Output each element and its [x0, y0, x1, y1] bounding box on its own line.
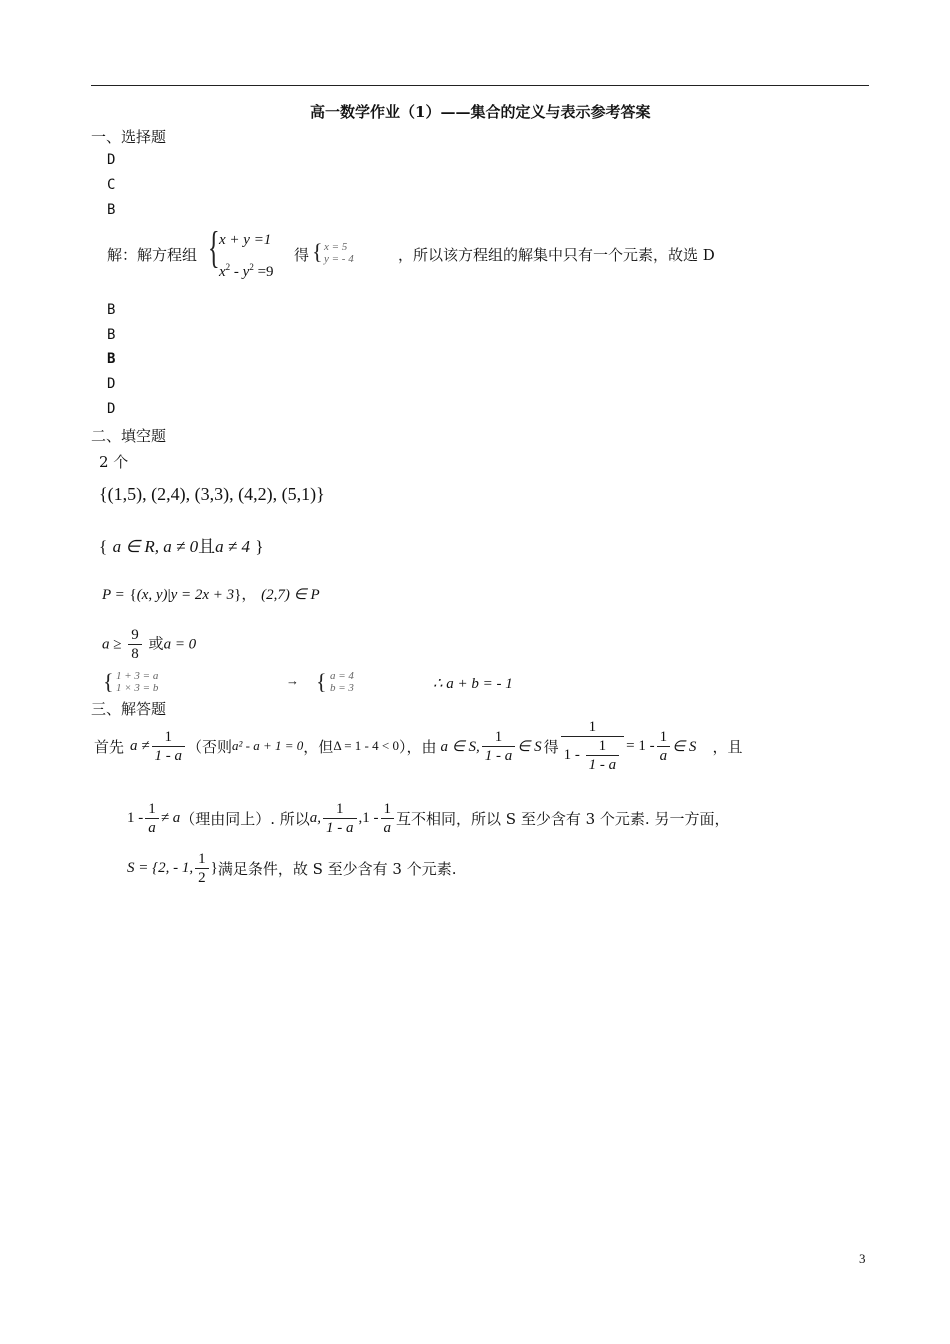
- fraction-1-over-1-minus-a: $\frac{1}{1 - a}$: [152, 728, 186, 765]
- fraction-1-over-1-minus-a-2: $\frac{1}{1 - a}$: [482, 728, 516, 765]
- q4-eq2: $x^2 - y^2 =9$: [219, 262, 274, 280]
- section-solve-heading: 三、解答题: [91, 700, 167, 718]
- fraction-1-over-1-minus-a-3: $\frac{1}{1 - a}$: [323, 800, 357, 837]
- q4-prefix: 解：解方程组: [107, 246, 198, 264]
- fill6-result: ∴ a + b = - 1: [433, 676, 513, 692]
- solve-line-1: 首先 a ≠ $\frac{1}{1 - a}$ （否则 a² - a + 1 = 0 ，但 Δ = 1 - 4 < 0 ），由 a ∈ S, $\frac{1}{1 - a}$ ∈ S 得 1 1 - $\frac{1}{1 - a}$ = 1 - $\frac{1}{a}$ ∈ S ，且: [94, 719, 743, 773]
- fill6-sys2: 1 × 3 = b: [116, 682, 159, 694]
- brace-close: }: [255, 537, 264, 556]
- fill6-sol2: b = 3: [330, 682, 354, 694]
- choice-answer-1: D: [107, 152, 116, 168]
- fraction-1-over-a-3: $\frac{1}{a}$: [381, 800, 395, 837]
- fill-answer-2: {(1,5), (2,4), (3,3), (4,2), (5,1)}: [99, 484, 325, 504]
- solve-line-3: S = {2, - 1, $\frac{1}{2}$ } 满足条件，故 S 至少含有 3 个元素.: [127, 850, 457, 886]
- fill-answer-4: P = {(x, y)|y = 2x + 3}， (2,7) ∈ P: [102, 585, 320, 603]
- fill6-sol1: a = 4: [330, 670, 354, 682]
- q4-system-brace: {: [208, 223, 220, 272]
- choice-answer-5: B: [107, 302, 116, 318]
- fill-answer-1: 2 个: [99, 453, 129, 471]
- q4-suffix: ，所以该方程组的解集中只有一个元素，故选 D: [398, 246, 715, 264]
- fill6-brace-left: {: [103, 669, 114, 694]
- nested-fraction: 1 1 - $\frac{1}{1 - a}$: [561, 718, 625, 774]
- brace-open: {: [129, 587, 137, 603]
- q4-sol2: y = - 4: [324, 253, 354, 265]
- brace-open: {: [99, 484, 108, 504]
- choice-answer-8: D: [107, 376, 116, 392]
- fraction-9-8: $\frac{9}{8}$: [128, 626, 142, 663]
- fraction-1-over-a-2: $\frac{1}{a}$: [145, 800, 159, 837]
- fill-answer-3: { a ∈ R, a ≠ 0且a ≠ 4 }: [99, 537, 264, 557]
- brace-close: }: [234, 587, 242, 603]
- page-number: 3: [859, 1251, 866, 1266]
- q4-eq1: x + y =1: [219, 232, 272, 248]
- q4-solution-brace: {: [312, 239, 323, 264]
- fill6-brace-right: {: [316, 669, 327, 694]
- choice-answer-9: D: [107, 401, 116, 417]
- fill-answer-5: a ≥ $\frac{9}{8}$ 或a = 0: [102, 627, 197, 662]
- choice-answer-3: B: [107, 202, 116, 218]
- section-choice-heading: 一、选择题: [91, 128, 167, 146]
- fraction-1-over-a: $\frac{1}{a}$: [657, 728, 671, 765]
- section-fill-heading: 二、填空题: [91, 427, 167, 445]
- brace-close: }: [316, 484, 325, 504]
- bar: |: [167, 587, 171, 603]
- q4-de: 得: [294, 246, 310, 264]
- solve-line-2: 1 - $\frac{1}{a}$ ≠ a （理由同上）. 所以 a, $\frac{1}{1 - a}$ ,1 - $\frac{1}{a}$ 互不相同，所以 S 至少含有 3 个元素. 另一方面，: [127, 800, 730, 836]
- header-rule: [91, 85, 869, 86]
- q4-sol1: x = 5: [324, 241, 348, 253]
- choice-answer-6: B: [107, 327, 116, 343]
- choice-answer-2: C: [107, 177, 116, 193]
- page-title: 高一数学作业（1）——集合的定义与表示参考答案: [310, 103, 651, 121]
- fill6-arrow: →: [286, 673, 299, 688]
- fill6-sys1: 1 + 3 = a: [116, 670, 159, 682]
- fraction-1-2: $\frac{1}{2}$: [195, 850, 209, 887]
- choice-answer-7: B: [107, 351, 116, 367]
- inner-fraction: $\frac{1}{1 - a}$: [586, 737, 620, 774]
- brace-open: {: [99, 537, 108, 556]
